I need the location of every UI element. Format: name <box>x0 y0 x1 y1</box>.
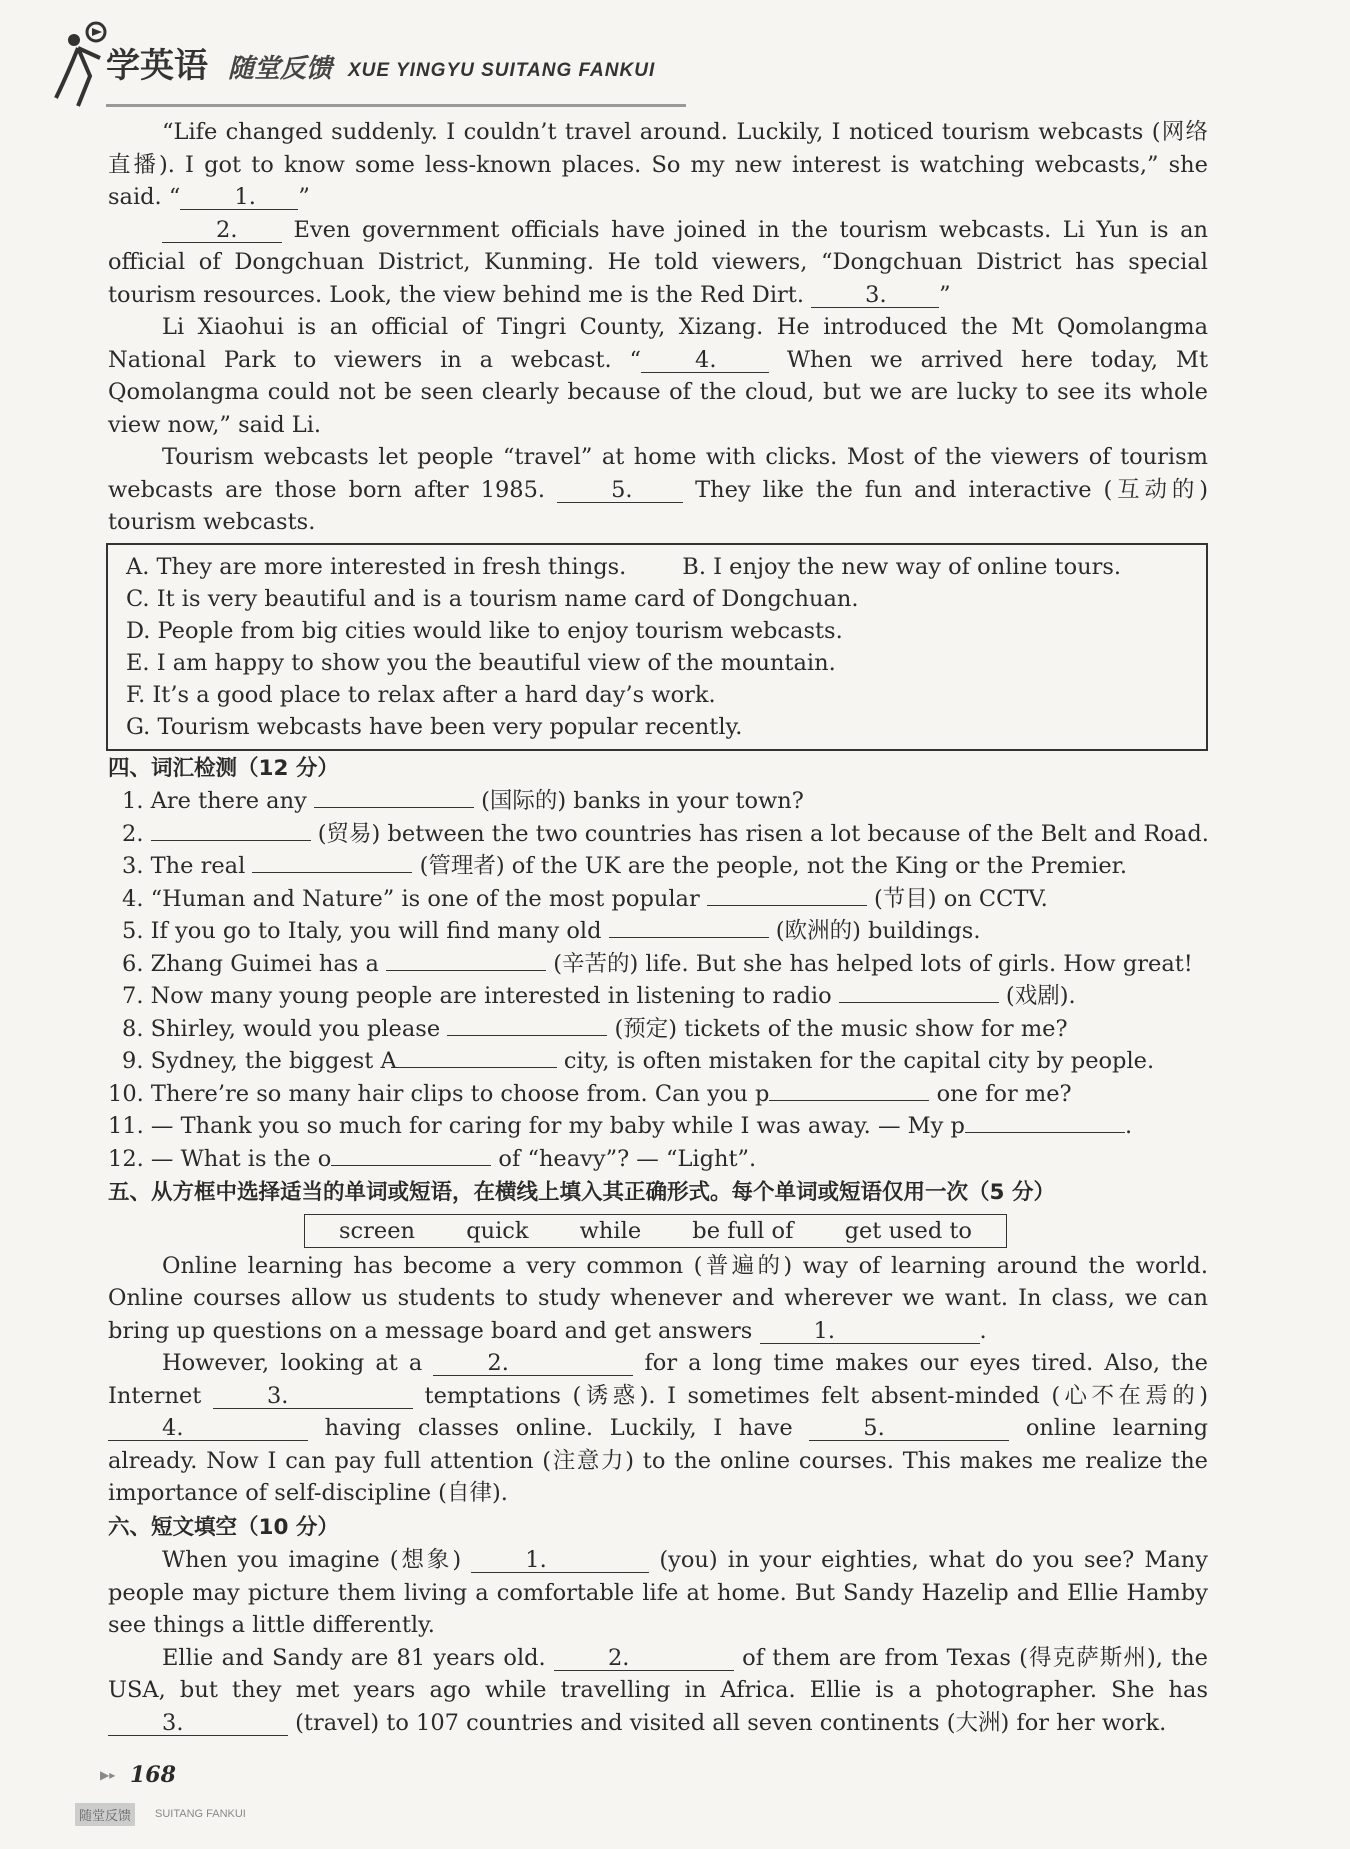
vocab-item: 8. Shirley, would you please (预定) tickets of the music show for me? <box>122 1015 1068 1042</box>
answer-blank[interactable] <box>331 1165 491 1166</box>
word-bank-item: be full of <box>692 1217 794 1244</box>
answer-blank[interactable]: 4. <box>108 1416 308 1441</box>
vocab-item: 6. Zhang Guimei has a (辛苦的) life. But she has helped lots of girls. How great! <box>122 950 1193 977</box>
option-f: F. It’s a good place to relax after a hard day’s work. <box>126 681 716 708</box>
section6-title: 六、短文填空（10 分） <box>108 1514 339 1540</box>
answer-blank[interactable] <box>386 970 546 971</box>
passage1-paragraph: 2. Even government officials have joined in the tourism webcasts. Li Yun is an official of Dongchuan District, Kunming. He told viewers, “Dongchuan District has special tourism resources. Look, the view behind me is the Red Dirt. 3. ” <box>108 216 1208 308</box>
section5-paragraph: However, looking at a 2. for a long time makes our eyes tired. Also, the Internet 3. temptations (诱惑). I sometimes felt absent-minded (心不在焉的) 4. having classes online. Luckily, I have 5. online learning already. Now I can pay full attention (注意力) to the online courses. This makes me realize the importance of self-discipline (自律). <box>108 1350 1209 1506</box>
word-bank-item: while <box>579 1217 642 1244</box>
answer-blank[interactable]: 5. <box>809 1416 1009 1441</box>
vocab-item: 4. “Human and Nature” is one of the most popular (节目) on CCTV. <box>122 885 1048 912</box>
vocab-item: 10. There’re so many hair clips to choose from. Can you p one for me? <box>108 1080 1072 1107</box>
footer-pinyin: SUITANG FANKUI <box>155 1808 246 1820</box>
answer-blank[interactable]: 5. <box>557 478 683 503</box>
section6-paragraph: Ellie and Sandy are 81 years old. 2. of them are from Texas (得克萨斯州), the USA, but they met years ago while travelling in Africa. Ellie is a photographer. She has 3. (travel) to 107 countries and visited all seven continents (大洲) for her work. <box>108 1644 1208 1736</box>
answer-blank[interactable] <box>609 937 769 938</box>
option-c: C. It is very beautiful and is a tourism name card of Dongchuan. <box>126 585 859 612</box>
word-bank-box <box>304 1214 1007 1248</box>
answer-blank[interactable]: 4. <box>641 348 769 373</box>
vocab-item: 2. (贸易) between the two countries has risen a lot because of the Belt and Road. <box>122 820 1209 847</box>
section4-title: 四、词汇检测（12 分） <box>108 755 339 781</box>
answer-blank[interactable]: 1. <box>180 185 298 210</box>
answer-blank[interactable]: 3. <box>213 1384 413 1409</box>
header-pinyin: XUE YINGYU SUITANG FANKUI <box>348 60 656 81</box>
answer-blank[interactable] <box>252 872 412 873</box>
answer-blank[interactable]: 3. <box>811 283 939 308</box>
vocab-item: 5. If you go to Italy, you will find many old (欧洲的) buildings. <box>122 918 981 944</box>
word-bank-item: get used to <box>844 1217 972 1244</box>
passage1-paragraph: Li Xiaohui is an official of Tingri County, Xizang. He introduced the Mt Qomolangma National Park to viewers in a webcast. “ 4. When we arrived here today, Mt Qomolangma could not be seen clearly because of the cloud, but we are lucky to see its whole view now,” said Li. <box>108 314 1208 438</box>
option-e: E. I am happy to show you the beautiful view of the mountain. <box>126 649 836 676</box>
option-row <box>126 551 1188 583</box>
answer-blank[interactable] <box>769 1100 929 1101</box>
answer-blank[interactable]: 1. <box>760 1319 980 1344</box>
options-box <box>106 543 1208 751</box>
answer-blank[interactable] <box>151 840 311 841</box>
vocab-item: 11. — Thank you so much for caring for my baby while I was away. — My p . <box>108 1113 1133 1139</box>
answer-blank[interactable]: 2. <box>554 1646 734 1671</box>
header-title: 学英语 <box>106 46 208 86</box>
answer-blank[interactable]: 3. <box>108 1711 288 1736</box>
passage1-paragraph: Tourism webcasts let people “travel” at home with clicks. Most of the viewers of tourism webcasts are those born after 1985. 5. They like the fun and interactive (互动的) tourism webcasts. <box>108 444 1208 535</box>
header-subtitle: 随堂反馈 <box>228 54 333 84</box>
option-d: D. People from big cities would like to enjoy tourism webcasts. <box>126 617 843 644</box>
section5-paragraph: Online learning has become a very common (普遍的) way of learning around the world. Online courses allow us students to study whenever and wherever we want. In class, we can bring up questions on a message board and get answers 1. . <box>108 1252 1208 1344</box>
answer-blank[interactable]: 1. <box>471 1548 649 1573</box>
word-bank-item: quick <box>466 1217 529 1244</box>
answer-blank[interactable] <box>314 807 474 808</box>
page-content <box>108 116 1208 1739</box>
page-header <box>48 18 688 110</box>
option-a: A. They are more interested in fresh things. <box>126 553 627 580</box>
header-divider <box>106 104 686 107</box>
option-g: G. Tourism webcasts have been very popular recently. <box>126 713 743 740</box>
section6-paragraph: When you imagine (想象) 1. (you) in your eighties, what do you see? Many people may picture them living a comfortable life at home. But Sandy Hazelip and Ellie Hamby see things a little differently. <box>108 1547 1208 1638</box>
footer-tag: 随堂反馈 <box>75 1803 135 1826</box>
vocab-item: 3. The real (管理者) of the UK are the people, not the King or the Premier. <box>122 853 1128 879</box>
answer-blank[interactable]: 2. <box>162 218 282 243</box>
option-b: B. I enjoy the new way of online tours. <box>682 553 1122 580</box>
answer-blank[interactable] <box>447 1035 607 1036</box>
vocab-list <box>108 785 1208 1175</box>
answer-blank[interactable] <box>839 1002 999 1003</box>
vocab-item: 12. — What is the o of “heavy”? — “Light”. <box>108 1145 757 1172</box>
answer-blank[interactable] <box>397 1067 557 1068</box>
passage1-paragraph: “Life changed suddenly. I couldn’t travel around. Luckily, I noticed tourism webcasts (网络直播). I got to know some less-known places. So my new interest is watching webcasts,” she said. “ 1. ” <box>108 119 1208 210</box>
answer-blank[interactable]: 2. <box>433 1351 633 1376</box>
word-bank-item: screen <box>339 1217 416 1244</box>
vocab-item: 7. Now many young people are interested in listening to radio (戏剧). <box>122 983 1076 1009</box>
answer-blank[interactable] <box>965 1132 1125 1133</box>
section5-title: 五、从方框中选择适当的单词或短语，在横线上填入其正确形式。每个单词或短语仅用一次（5 分） <box>108 1180 1055 1205</box>
page-number: 168 <box>130 1762 176 1788</box>
vocab-item: 1. Are there any (国际的) banks in your town? <box>122 788 804 814</box>
page-arrow-icon: ▶▸ <box>100 1768 116 1782</box>
vocab-item: 9. Sydney, the biggest A city, is often mistaken for the capital city by people. <box>122 1048 1155 1074</box>
answer-blank[interactable] <box>707 905 867 906</box>
